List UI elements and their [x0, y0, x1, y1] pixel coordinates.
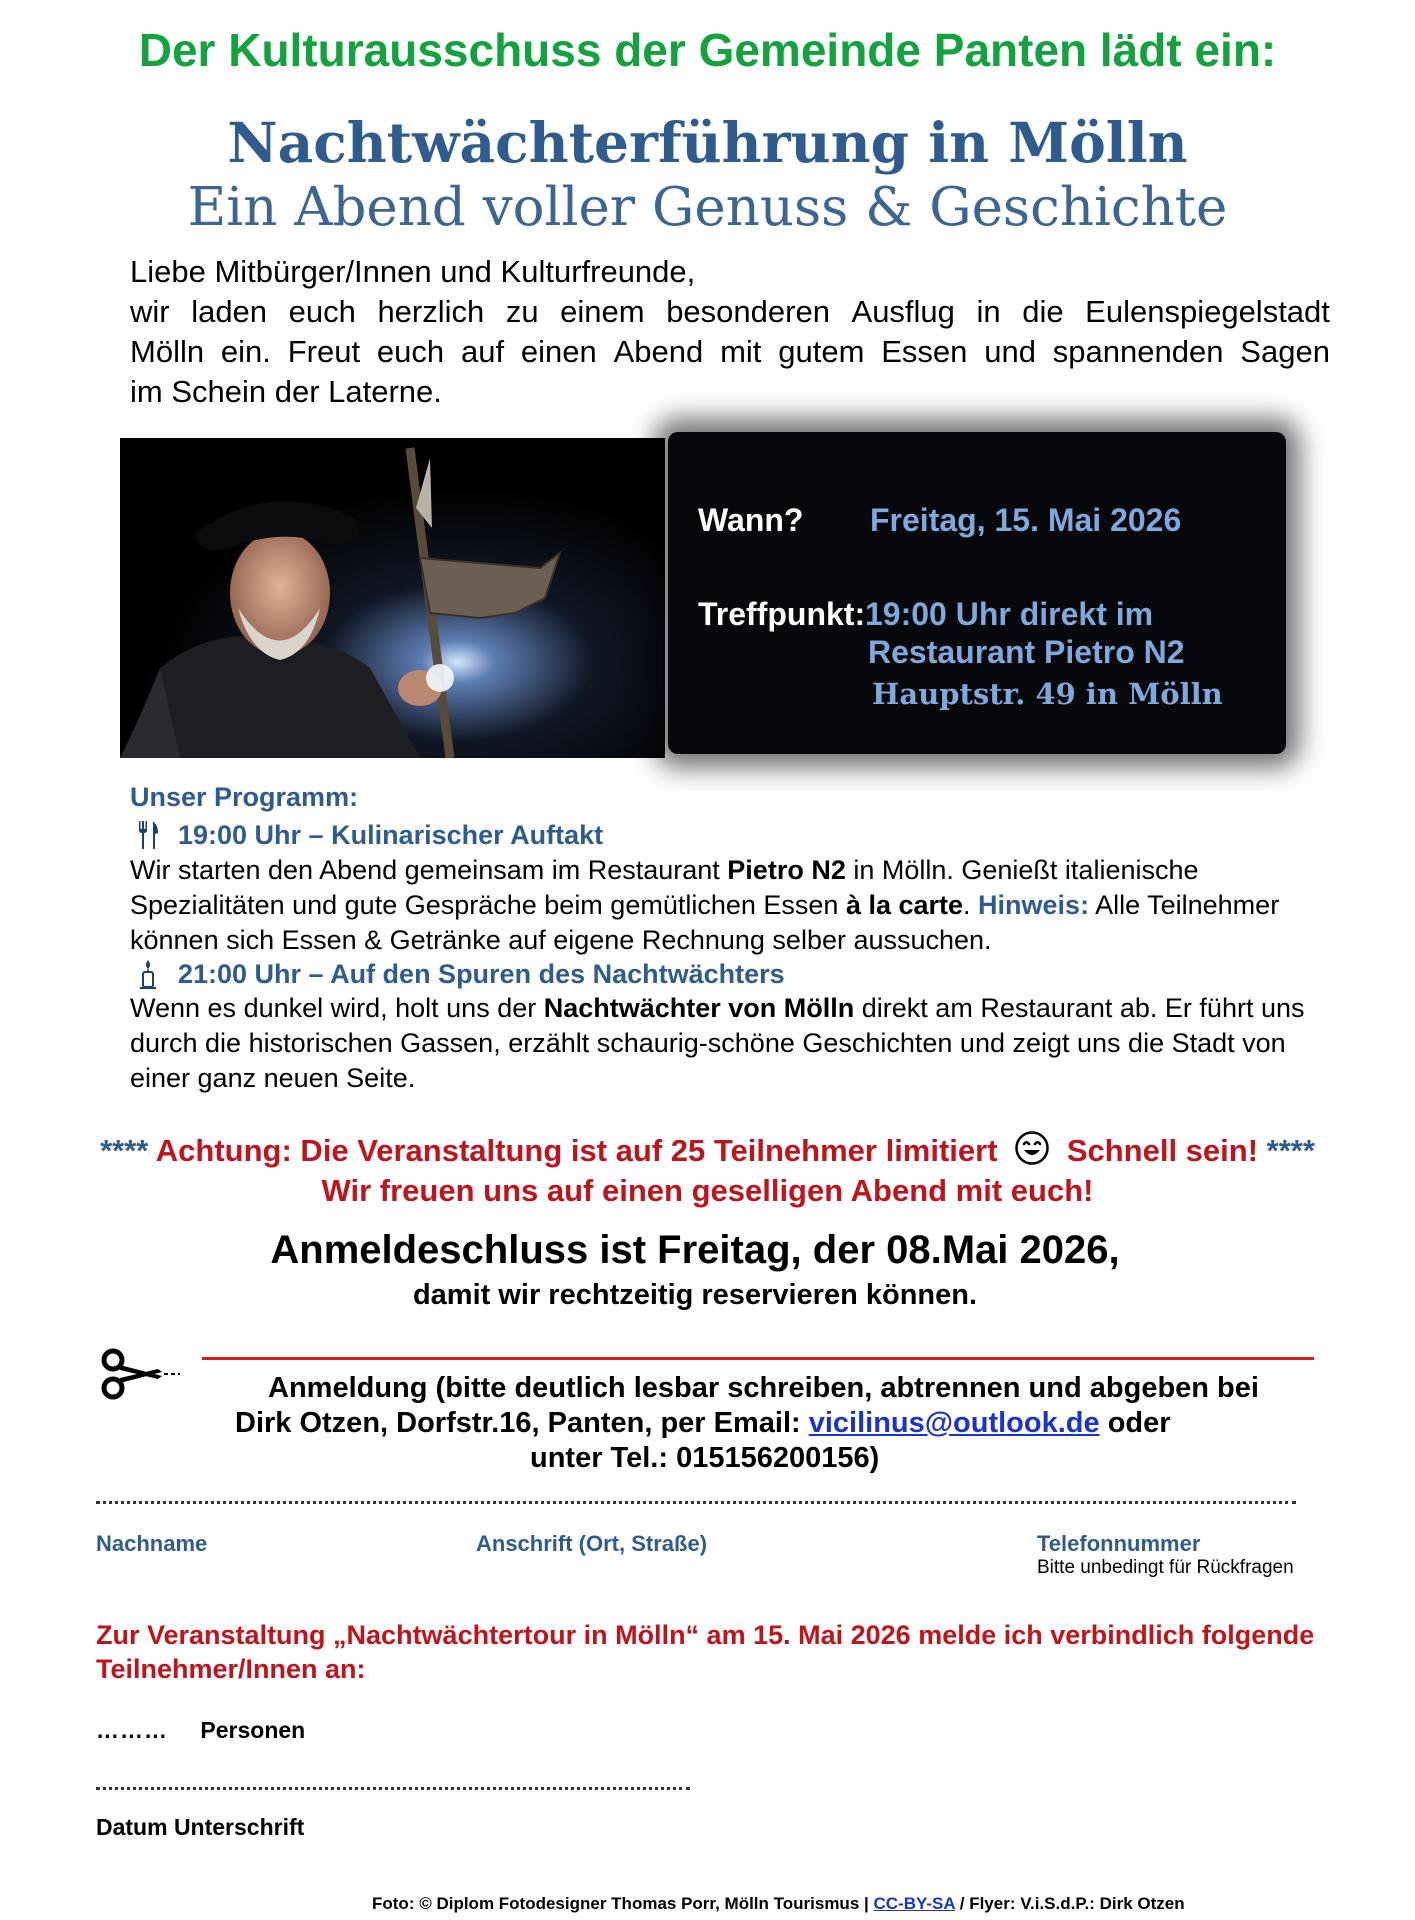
intro-word: herzlich: [377, 294, 485, 329]
intro-word: auf: [460, 334, 505, 369]
persons-label: Personen: [200, 1717, 306, 1743]
description-text: Wenn es dunkel wird, holt uns der: [130, 993, 544, 1023]
invitation-heading: Der Kulturausschuss der Gemeinde Panten lädt ein:: [138, 24, 1277, 76]
registration-instructions-1: Anmeldung (bitte deutlich lesbar schreiben, abtrennen und abgeben bei: [268, 1372, 1259, 1404]
description-text: direkt am Restaurant ab. Er führt uns durch die historischen Gassen, erzählt schaurig-schöne Geschichten und zeigt uns die Stadt von einer ganz neuen Seite.: [130, 993, 1305, 1093]
photo-credit: Foto: © Diplom Fotodesigner Thomas Porr, Mölln Tourismus |: [372, 1894, 874, 1913]
intro-word: Essen: [881, 334, 968, 369]
registration-instructions-3: unter Tel.: 015156200156): [530, 1442, 880, 1474]
smiley-icon: [1014, 1130, 1050, 1176]
imprint-text: / Flyer: V.i.S.d.P.: Dirk Otzen: [955, 1894, 1185, 1913]
event-info-box: [668, 432, 1286, 754]
stars-right: ****: [1266, 1133, 1315, 1169]
binding-registration-text: Zur Veranstaltung „Nachtwächtertour in Mölln“ am 15. Mai 2026 melde ich verbindlich folgende Teilnehmer/Innen an:: [96, 1620, 1315, 1684]
registration-contact-suffix: oder: [1099, 1407, 1171, 1439]
intro-word: laden: [191, 294, 268, 329]
program-item-2-heading: 21:00 Uhr – Auf den Spuren des Nachtwächters: [178, 959, 785, 989]
intro-word: einen: [520, 334, 597, 369]
meeting-restaurant: Restaurant Pietro N2: [868, 634, 1185, 670]
night-watchman-name: Nachtwächter von Mölln: [543, 993, 855, 1023]
program-item-2-description: [130, 991, 1350, 1096]
description-text: in Mölln. Genießt italienische Spezialitäten und gute Gespräche beim gemütlichen Essen: [130, 855, 1199, 920]
intro-word: Ausflug: [851, 294, 955, 329]
cut-line: [202, 1357, 1314, 1360]
meeting-time: 19:00 Uhr direkt im: [865, 596, 1154, 632]
signature-label: Datum Unterschrift: [96, 1814, 305, 1840]
field-phone-note: Bitte unbedingt für Rückfragen: [1037, 1557, 1294, 1578]
intro-word: Abend: [613, 334, 704, 369]
program-item-2-title: [136, 957, 785, 991]
field-label-address: Anschrift (Ort, Straße): [476, 1531, 708, 1556]
intro-word: Sagen: [1240, 334, 1330, 369]
intro-word: euch: [288, 294, 356, 329]
description-text: Wir starten den Abend gemeinsam im Restaurant: [130, 855, 728, 885]
field-label-phone: Telefonnummer: [1037, 1531, 1201, 1556]
registration-instructions-2: [235, 1405, 1171, 1441]
intro-word: mit: [720, 334, 762, 369]
intro-word: Mölln: [130, 334, 205, 369]
intro-word: spannenden: [1052, 334, 1224, 369]
signature-fill-line[interactable]: [96, 1786, 690, 1790]
when-value: Freitag, 15. Mai 2026: [870, 502, 1182, 538]
intro-word: einem: [560, 294, 645, 329]
description-text: .: [963, 890, 979, 920]
when-label: Wann?: [698, 502, 804, 538]
footer-credits: [372, 1893, 1185, 1915]
intro-line-3: im Schein der Laterne.: [130, 374, 442, 409]
limit-warning: [0, 1130, 1415, 1176]
deadline-headline: Anmeldeschluss ist Freitag, der 08.Mai 2026,: [270, 1228, 1120, 1272]
license-link[interactable]: CC-BY-SA: [873, 1894, 956, 1913]
intro-word: wir: [130, 294, 170, 329]
persons-fill-dots[interactable]: ………: [96, 1717, 168, 1743]
scissors-icon: [100, 1346, 180, 1407]
meeting-address: Hauptstr. 49 in Mölln: [872, 677, 1223, 711]
stars-left: ****: [100, 1133, 149, 1169]
intro-word: zu: [505, 294, 539, 329]
page-title: Nachtwächterführung in Mölln: [227, 110, 1188, 175]
program-item-1-description: [130, 853, 1350, 958]
description-text: Alle Teilnehmer können sich Essen & Getränke auf eigene Rechnung selber aussuchen.: [130, 890, 1280, 955]
field-label-lastname: Nachname: [96, 1531, 208, 1556]
intro-word: und: [984, 334, 1036, 369]
program-heading: Unser Programm:: [130, 782, 359, 812]
intro-line-1: [130, 292, 1330, 332]
hurry-text: Schnell sein!: [1066, 1133, 1259, 1169]
fork-knife-icon: [136, 820, 160, 850]
meeting-label: Treffpunkt:: [698, 596, 866, 632]
looking-forward-text: Wir freuen uns auf einen geselligen Abend mit euch!: [321, 1173, 1094, 1208]
intro-line-2: [130, 332, 1330, 372]
intro-word: in: [976, 294, 1001, 329]
persons-row: [96, 1715, 305, 1745]
intro-word: gutem: [778, 334, 865, 369]
intro-word: besonderen: [666, 294, 830, 329]
email-link[interactable]: vicilinus@outlook.de: [808, 1407, 1100, 1439]
program-item-1-title: [136, 818, 603, 852]
intro-paragraph: [130, 252, 1330, 412]
page-subtitle: Ein Abend voller Genuss & Geschichte: [187, 177, 1228, 238]
intro-greeting: Liebe Mitbürger/Innen und Kulturfreunde,: [130, 254, 696, 289]
warning-text: Achtung: Die Veranstaltung ist auf 25 Teilnehmer limitiert: [155, 1133, 998, 1169]
night-watchman-photo: [120, 438, 665, 758]
program-item-1-heading: 19:00 Uhr – Kulinarischer Auftakt: [178, 820, 604, 850]
intro-word: Freut: [287, 334, 361, 369]
hint-label: Hinweis:: [978, 890, 1090, 920]
restaurant-name: Pietro N2: [727, 855, 846, 885]
intro-word: ein.: [220, 334, 271, 369]
registration-fill-line[interactable]: [96, 1500, 1296, 1504]
a-la-carte-text: à la carte: [845, 890, 964, 920]
deadline-subline: damit wir rechtzeitig reservieren können.: [412, 1279, 978, 1311]
intro-word: die: [1022, 294, 1064, 329]
registration-contact: Dirk Otzen, Dorfstr.16, Panten, per Email:: [235, 1407, 809, 1439]
intro-word: euch: [376, 334, 445, 369]
candle-icon: [136, 959, 160, 989]
intro-word: Eulenspiegelstadt: [1085, 294, 1330, 329]
